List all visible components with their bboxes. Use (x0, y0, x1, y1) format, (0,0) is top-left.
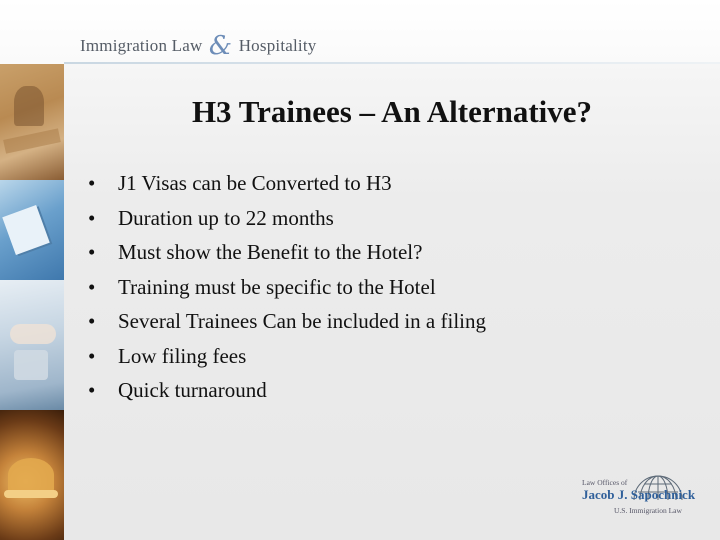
bullet-glyph: • (88, 171, 96, 195)
header-divider (64, 62, 720, 64)
bullet-text: Training must be specific to the Hotel (118, 274, 436, 299)
logo-firm-name: Jacob J. Sapochnick (582, 487, 696, 502)
bullet-text: Quick turnaround (118, 378, 267, 402)
slide-title: H3 Trainees – An Alternative? (191, 94, 593, 129)
bullet-glyph: • (88, 309, 96, 333)
bullet-text: J1 Visas can be Converted to H3 (118, 171, 392, 195)
law-office-logo (580, 462, 696, 522)
brand-logo (80, 28, 317, 61)
bullet-text: Low filing fees (118, 343, 247, 368)
bullet-glyph: • (88, 274, 96, 299)
brand-right-text: Hospitality (238, 36, 317, 55)
bullet-text: Duration up to 22 months (118, 205, 334, 230)
bullet-glyph: • (88, 240, 96, 264)
bullet-glyph: • (88, 205, 96, 230)
brand-ampersand: & (208, 31, 233, 61)
bullet-text: Several Trainees Can be included in a filing (118, 309, 487, 333)
brand-left-text: Immigration Law (80, 36, 203, 55)
photo-tile-document (0, 180, 64, 280)
photo-tile-bell (0, 410, 64, 540)
photo-tile-desert (0, 64, 64, 180)
logo-subtitle: U.S. Immigration Law (614, 506, 682, 515)
photo-strip (0, 0, 64, 540)
logo-small-text: Law Offices of (582, 478, 628, 487)
photo-tile-hands (0, 280, 64, 410)
bullet-glyph: • (88, 378, 96, 402)
bullet-text: Must show the Benefit to the Hotel? (118, 240, 423, 264)
bullet-glyph: • (88, 343, 96, 368)
